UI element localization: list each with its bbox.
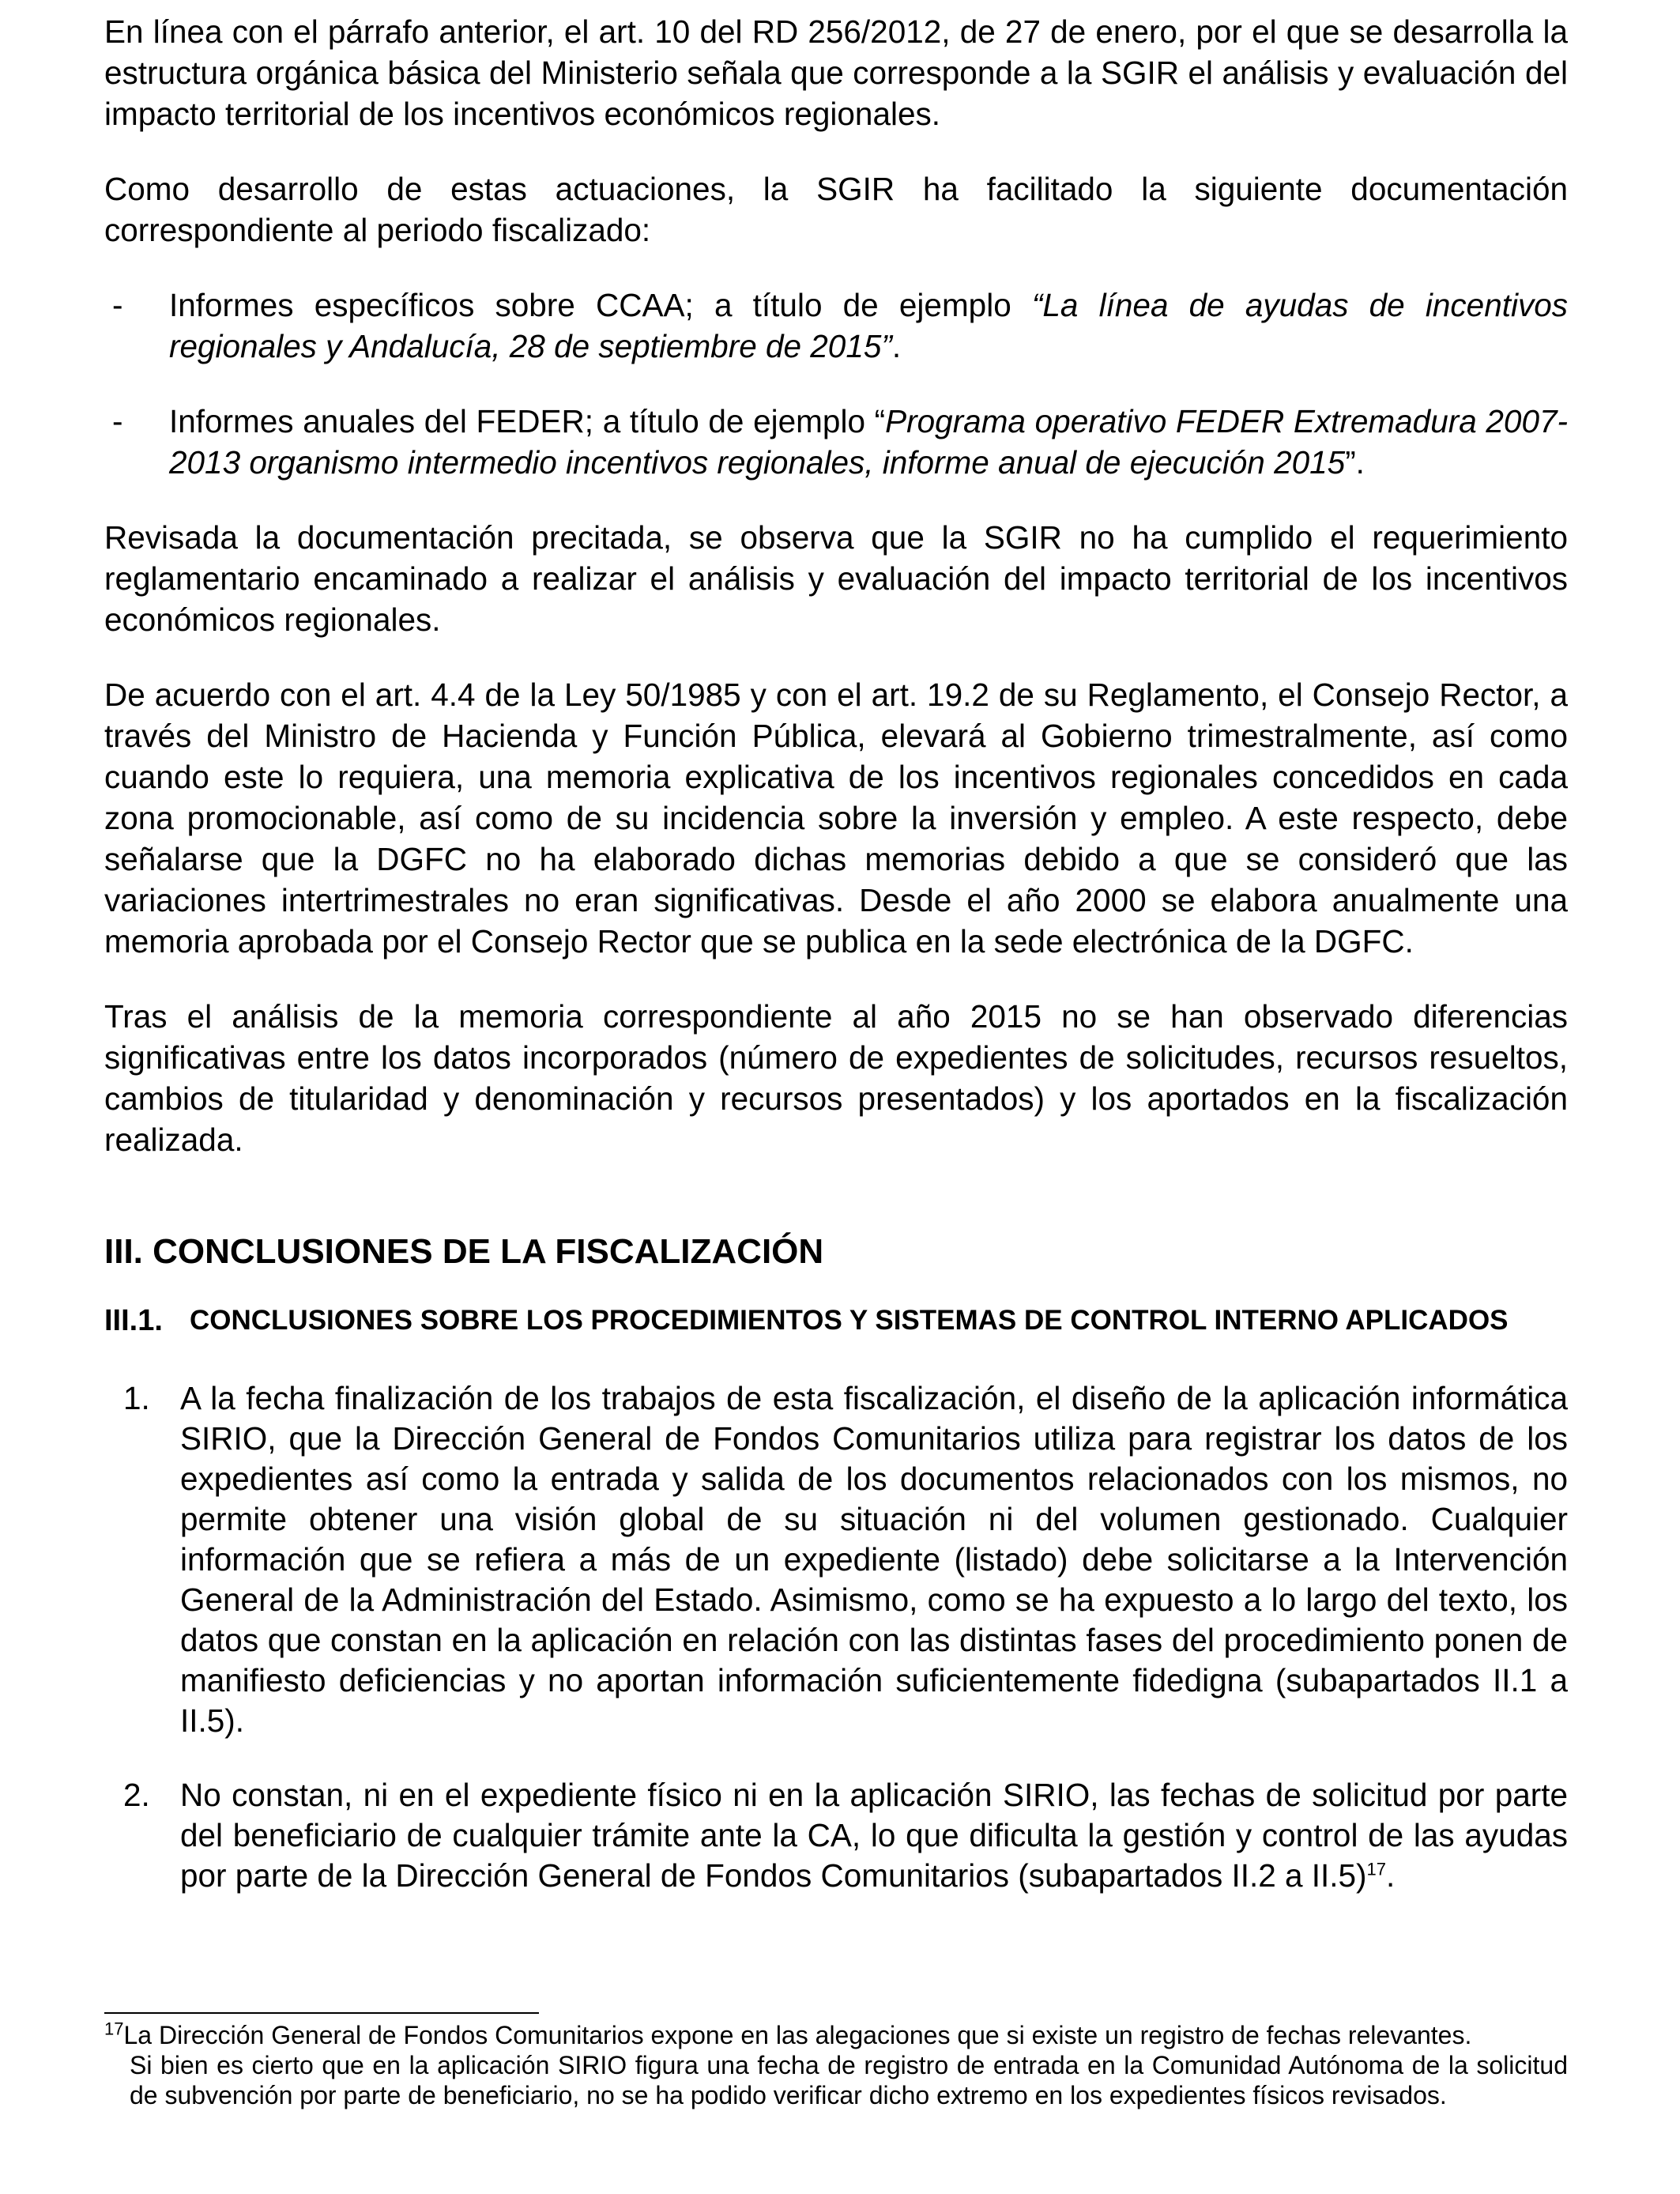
- bullet-dash: -: [112, 403, 123, 439]
- conclusion-item: [104, 1775, 1568, 1896]
- list-item-tail: .: [891, 328, 902, 364]
- document-page: [104, 11, 1568, 1930]
- footnote-marker: 17: [104, 2019, 124, 2039]
- list-item-text: Informes anuales del FEDER; a título de ejemplo “: [169, 403, 886, 439]
- list-item-italic-title: “La línea de ayudas de incentivos regionales y Andalucía, 28 de septiembre de 2015”: [169, 287, 1568, 364]
- conclusion-number: 2.: [123, 1777, 150, 1813]
- conclusions-list: [104, 1378, 1568, 1896]
- paragraph-documentation-intro: Como desarrollo de estas actuaciones, la SGIR ha facilitado la siguiente documentación correspondiente al periodo fiscalizado:: [104, 171, 1568, 248]
- list-item: [104, 401, 1568, 483]
- footnote-continuation: Si bien es cierto que en la aplicación SIRIO figura una fecha de registro de entrada en la Comunidad Autónoma de la solicitud de subvención por parte de beneficiario, no se ha podido verificar dicho extremo en los expedientes físicos revisados.: [130, 2051, 1568, 2109]
- list-item-italic-title: Programa operativo FEDER Extremadura 2007-2013 organismo intermedio incentivos regionales, informe anual de ejecución 2015: [169, 403, 1568, 481]
- list-item-tail: ”.: [1345, 444, 1365, 481]
- documentation-list: [104, 285, 1568, 483]
- conclusion-text: A la fecha finalización de los trabajos de esta fiscalización, el diseño de la aplicación informática SIRIO, que la Dirección General de Fondos Comunitarios utiliza para registrar los datos de los expedientes así como la entrada y salida de los documentos relacionados con los mismos, no permite obtener una visión global de su situación ni del volumen gestionado. Cualquier información que se refiera a más de un expediente (listado) debe solicitarse a la Intervención General de la Administración del Estado. Asimismo, como se ha expuesto a lo largo del texto, los datos que constan en la aplicación en relación con las distintas fases del procedimiento ponen de manifiesto deficiencias y no aportan información suficientemente fidedigna (subapartados II.1 a II.5).: [180, 1380, 1568, 1739]
- subsection-number: III.1.: [104, 1304, 163, 1337]
- conclusion-item: [104, 1378, 1568, 1741]
- paragraph-consejo-rector: De acuerdo con el art. 4.4 de la Ley 50/1985 y con el art. 19.2 de su Reglamento, el Consejo Rector, a través del Ministro de Hacienda y Función Pública, elevará al Gobierno trimestralmente, así como cuando este lo requiera, una memoria explicativa de los incentivos regionales concedidos en cada zona promocionable, así como de su incidencia sobre la inversión y empleo. A este respecto, debe señalarse que la DGFC no ha elaborado dichas memorias debido a que se consideró que las variaciones intertrimestrales no eran significativas. Desde el año 2000 se elabora anualmente una memoria aprobada por el Consejo Rector que se publica en la sede electrónica de la DGFC.: [104, 677, 1568, 959]
- list-item: [104, 285, 1568, 367]
- subsection-heading: [104, 1302, 1568, 1339]
- footnote-separator: [104, 2012, 539, 2014]
- conclusion-tail: .: [1386, 1857, 1396, 1894]
- footnote: [104, 2020, 1568, 2110]
- paragraph-memoria-2015: Tras el análisis de la memoria correspondiente al año 2015 no se han observado diferencias significativas entre los datos incorporados (número de expedientes de solicitudes, recursos resueltos, cambios de titularidad y denominación y recursos presentados) y los aportados en la fiscalización realizada.: [104, 998, 1568, 1158]
- footnote-reference[interactable]: 17: [1366, 1859, 1387, 1879]
- bullet-dash: -: [112, 287, 123, 323]
- conclusion-number: 1.: [123, 1380, 150, 1416]
- section-heading: III. CONCLUSIONES DE LA FISCALIZACIÓN: [104, 1232, 824, 1271]
- subsection-title: CONCLUSIONES SOBRE LOS PROCEDIMIENTOS Y SISTEMAS DE CONTROL INTERNO APLICADOS: [190, 1305, 1509, 1336]
- conclusion-text: No constan, ni en el expediente físico ni en la aplicación SIRIO, las fechas de solicitud por parte del beneficiario de cualquier trámite ante la CA, lo que dificulta la gestión y control de las ayudas por parte de la Dirección General de Fondos Comunitarios (subapartados II.2 a II.5): [180, 1777, 1568, 1894]
- paragraph-sgir-review: Revisada la documentación precitada, se observa que la SGIR no ha cumplido el requerimiento reglamentario encaminado a realizar el análisis y evaluación del impacto territorial de los incentivos económicos regionales.: [104, 519, 1568, 638]
- list-item-text: Informes específicos sobre CCAA; a título de ejemplo: [169, 287, 1032, 323]
- footnote-line1: La Dirección General de Fondos Comunitarios expone en las alegaciones que si existe un registro de fechas relevantes.: [123, 2021, 1472, 2049]
- paragraph-rd-256-2012: En línea con el párrafo anterior, el art. 10 del RD 256/2012, de 27 de enero, por el que se desarrolla la estructura orgánica básica del Ministerio señala que corresponde a la SGIR el análisis y evaluación del impacto territorial de los incentivos económicos regionales.: [104, 13, 1568, 132]
